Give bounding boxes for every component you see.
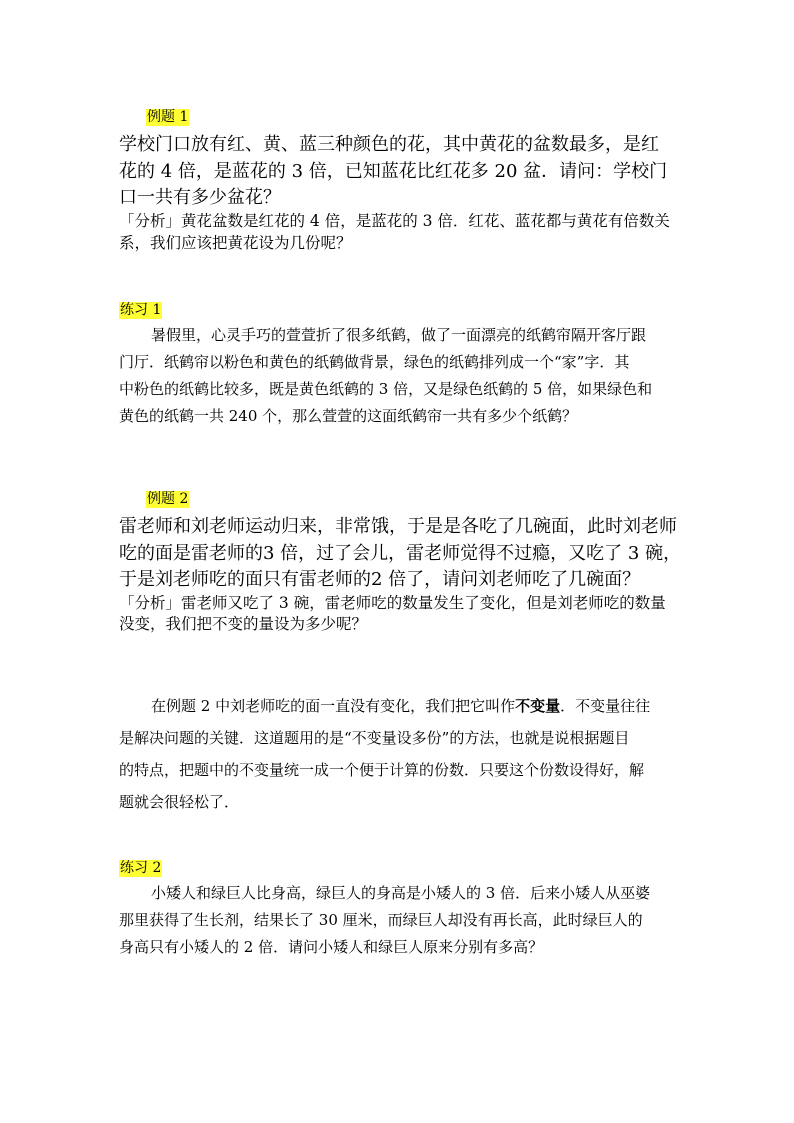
example-2-line-1: 雷老师和刘老师运动归来，非常饿，于是是各吃了几碗面，此时刘老师	[119, 516, 677, 537]
example-1-line-1: 学校门口放有红、黄、蓝三种颜色的花，其中黄花的盆数最多，是红	[119, 134, 659, 155]
practice-1-label: 练习 1	[120, 302, 162, 318]
practice-2-line-3: 身高只有小矮人的 2 倍．请问小矮人和绿巨人原来分别有多高？	[119, 938, 544, 956]
practice-1-line-1: 暑假里，心灵手巧的萱萱折了很多纸鹤，做了一面漂亮的纸鹤帘隔开客厅跟	[151, 326, 647, 344]
example-1-line-3: 口一共有多少盆花？	[119, 187, 281, 208]
explanation-line-4: 题就会很轻松了．	[119, 793, 240, 811]
example-2-label: 例题 2	[147, 491, 189, 507]
example-2-line-2: 吃的面是雷老师的3 倍，过了会儿，雷老师觉得不过瘾，又吃了 3 碗，	[119, 543, 682, 564]
practice-1-line-4: 黄色的纸鹤一共 240 个，那么萱萱的这面纸鹤帘一共有多少个纸鹤？	[119, 407, 578, 425]
practice-1-line-2: 门厅．纸鹤帘以粉色和黄色的纸鹤做背景，绿色的纸鹤排列成一个“家”字．其	[119, 353, 630, 371]
practice-2-label: 练习 2	[120, 860, 162, 876]
explanation-line-1	[151, 697, 650, 716]
example-1-label: 例题 1	[147, 109, 189, 125]
example-2-analysis-line-2: 没变，我们把不变的量设为多少呢？	[119, 615, 368, 633]
example-1-analysis-line-1: 「分析」黄花盆数是红花的 4 倍，是蓝花的 3 倍．红花、蓝花都与黄花有倍数关	[119, 212, 670, 230]
example-2-analysis-line-1: 「分析」雷老师又吃了 3 碗，雷老师吃的数量发生了变化，但是刘老师吃的数量	[119, 594, 666, 612]
practice-1-line-3: 中粉色的纸鹤比较多，既是黄色纸鹤的 3 倍，又是绿色纸鹤的 5 倍，如果绿色和	[119, 380, 653, 398]
example-1-analysis-line-2: 系，我们应该把黄花设为几份呢？	[119, 234, 352, 252]
explanation-line-2: 是解决问题的关键．这道题用的是“不变量设多份”的方法，也就是说根据题目	[119, 729, 630, 747]
example-2-line-3: 于是刘老师吃的面只有雷老师的2 倍了，请问刘老师吃了几碗面？	[119, 569, 641, 590]
practice-2-line-1: 小矮人和绿巨人比身高，绿巨人的身高是小矮人的 3 倍．后来小矮人从巫婆	[151, 884, 651, 902]
explanation-line-3: 的特点，把题中的不变量统一成一个便于计算的份数．只要这个份数设得好，解	[119, 761, 645, 779]
example-1-line-2: 花的 4 倍，是蓝花的 3 倍，已知蓝花比红花多 20 盆．请问：学校门	[119, 161, 668, 182]
practice-2-line-2: 那里获得了生长剂，结果长了 30 厘米，而绿巨人却没有再长高，此时绿巨人的	[119, 911, 643, 929]
explanation-line-1-pre: 在例题 2 中刘老师吃的面一直没有变化，我们把它叫作	[151, 697, 516, 715]
invariant-term: 不变量	[515, 697, 561, 715]
explanation-line-1-post: ．不变量往往	[560, 697, 651, 715]
